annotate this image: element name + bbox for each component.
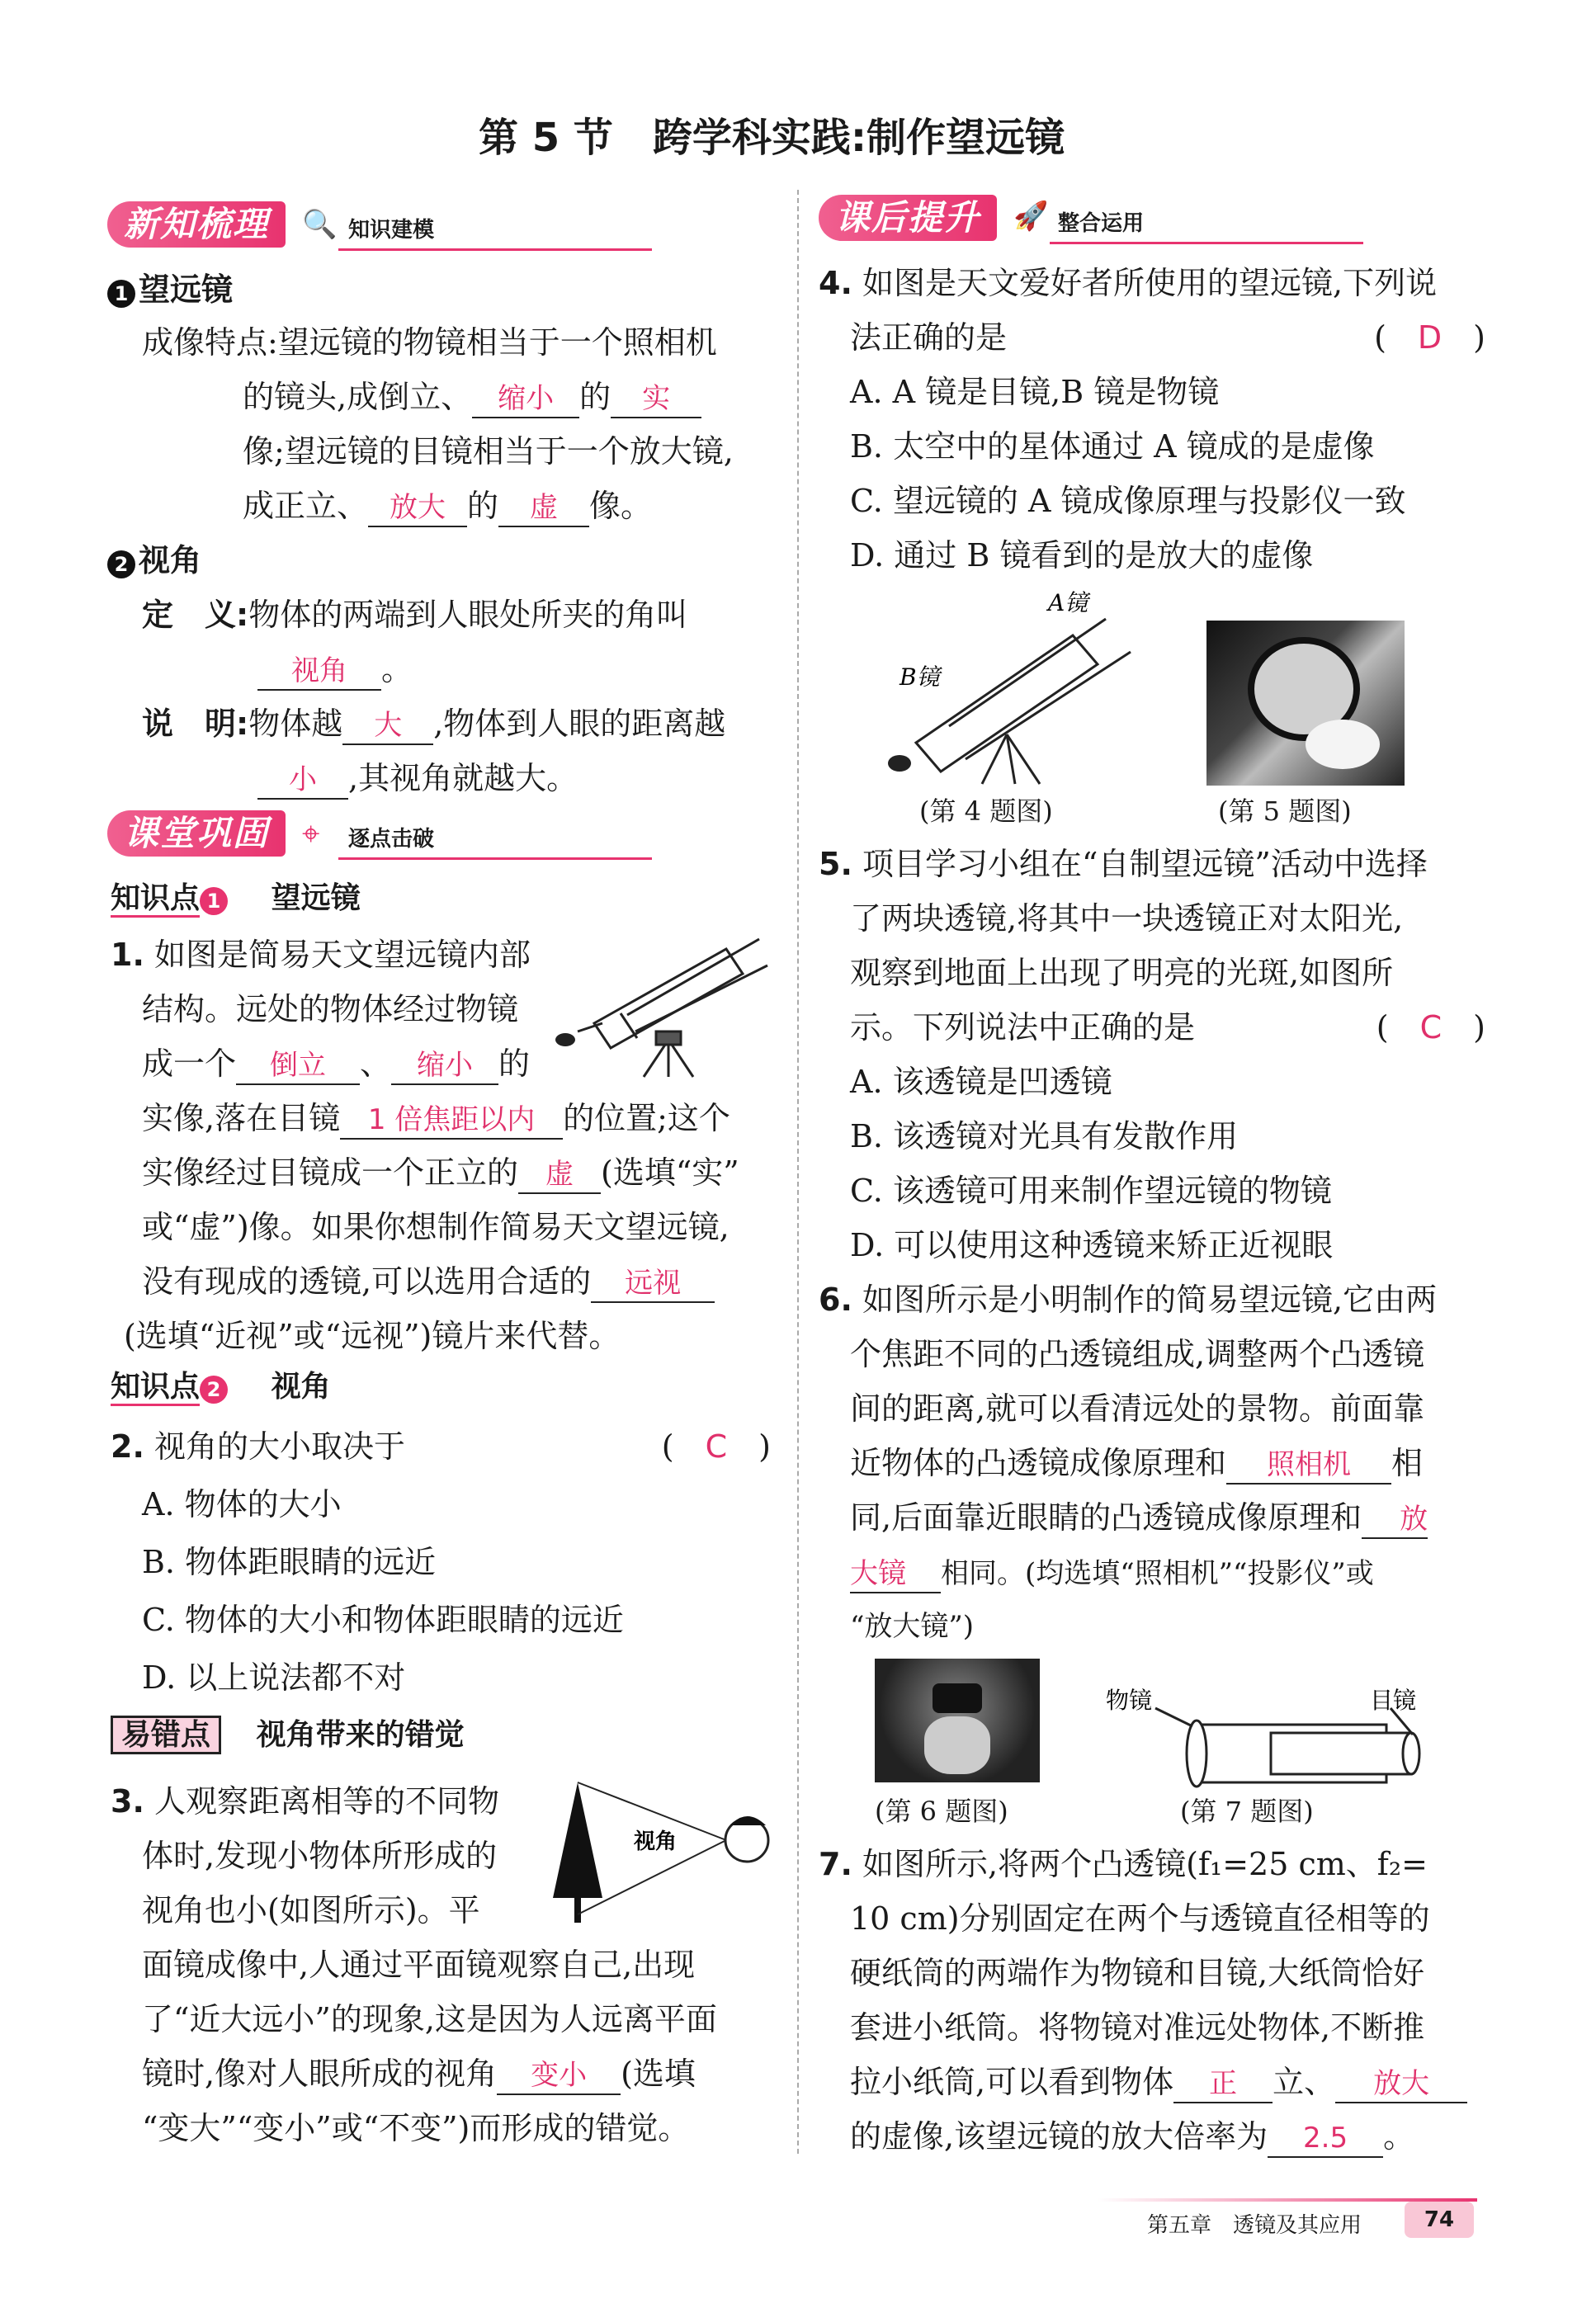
answer-blank: 实: [611, 380, 701, 418]
answer-blank: 缩小: [391, 1047, 498, 1085]
q1-line-6: 或“虚”)像。如果你想制作简易天文望远镜,: [142, 1209, 730, 1245]
rocket-icon: 🚀: [1013, 200, 1049, 233]
q6-line-6: 大镜 相同。(均选填“照相机”“投影仪”或: [850, 1545, 1374, 1601]
knowledge-point-2: 知识点 2 视角: [111, 1363, 331, 1405]
error-title: 视角带来的错觉: [256, 1718, 465, 1752]
page-title: 第 5 节 跨学科实践:制作望远镜: [479, 115, 1065, 161]
q3-line-1: 3. 人观察距离相等的不同物: [111, 1783, 499, 1820]
q6-line-3: 间的距离,就可以看清远处的景物。前面靠: [850, 1390, 1425, 1427]
magnifier-icon: 🔍: [302, 208, 338, 241]
s1-line-2: 的镜头,成倒立、 缩小 的 实: [243, 370, 701, 424]
banner-label: 新知梳理: [107, 201, 286, 248]
error-point: [111, 1711, 465, 1754]
q3-line-3: 视角也小(如图所示)。平: [142, 1892, 480, 1928]
q6-line-7: “放大镜”): [850, 1610, 975, 1643]
s2-note-cont: 小 ,其视角就越大。: [257, 751, 578, 805]
kp-number: 2: [200, 1376, 228, 1404]
s1-line-4: 成正立、 放大 的 虚 像。: [243, 479, 652, 533]
q3-line-2: 体时,发现小物体所形成的: [142, 1838, 498, 1874]
answer-blank: 大镜: [850, 1555, 941, 1593]
child-telescope-photo-q6: [875, 1659, 1040, 1782]
q3-line-4: 面镜成像中,人通过平面镜观察自己,出现: [142, 1947, 696, 1983]
error-tag: 易错点: [111, 1716, 221, 1754]
section-2-heading: [107, 533, 201, 588]
telescope-figure-q1: [545, 924, 776, 1081]
answer-blank: 放: [1362, 1501, 1428, 1539]
answer-blank: 正: [1173, 2065, 1273, 2103]
s1-line-1: 成像特点:望远镜的物镜相当于一个照相机: [142, 324, 717, 361]
answer-blank: 小: [257, 762, 348, 800]
q4-line-1: 4. 如图是天文爱好者所使用的望远镜,下列说: [819, 265, 1438, 301]
q5-option-d: D. 可以使用这种透镜来矫正近视眼: [850, 1227, 1334, 1263]
q6-line-2: 个焦距不同的凸透镜组成,调整两个凸透镜: [850, 1336, 1425, 1372]
q5-line-2: 了两块透镜,将其中一块透镜正对太阳光,: [850, 900, 1404, 937]
footer-chapter: 第五章 透镜及其应用: [1147, 2213, 1362, 2238]
q7-line-1: 7. 如图所示,将两个凸透镜(f₁=25 cm、f₂=: [819, 1846, 1428, 1882]
q1-line-2: 结构。远处的物体经过物镜: [142, 991, 519, 1027]
q4-answer: D: [1417, 319, 1443, 356]
s2-definition: 定 义:物体的两端到人眼处所夹的角叫: [142, 597, 688, 633]
q2-option-d: D. 以上说法都不对: [142, 1659, 406, 1696]
q5-option-a: A. 该透镜是凹透镜: [850, 1064, 1112, 1100]
banner-sub: 整合运用: [1058, 211, 1145, 236]
s2-definition-cont: 视角 。: [257, 642, 413, 696]
q5-answer: C: [1419, 1009, 1443, 1046]
label-a-lens: A镜: [1048, 589, 1088, 616]
q4-option-c: C. 望远镜的 A 镜成像原理与投影仪一致: [850, 483, 1406, 519]
banner-label: 课堂巩固: [107, 810, 286, 857]
answer-blank: 视角: [257, 653, 381, 691]
caption-fig5: (第 5 题图): [1218, 795, 1352, 827]
answer-blank: 缩小: [472, 380, 579, 418]
answer-blank: 2.5: [1268, 2120, 1383, 2158]
q7-line-6: 的虚像,该望远镜的放大倍率为 2.5 。: [850, 2109, 1414, 2164]
q2-option-b: B. 物体距眼睛的远近: [142, 1544, 437, 1580]
answer-blank: 1 倍焦距以内: [340, 1102, 563, 1140]
q5-option-c: C. 该透镜可用来制作望远镜的物镜: [850, 1173, 1332, 1209]
tube-telescope-figure-q7: [1106, 1675, 1452, 1799]
answer-blank: 放大: [368, 489, 467, 527]
answer-blank: 虚: [498, 489, 589, 527]
telescope-figure-q4: [883, 586, 1155, 792]
q7-line-2: 10 cm)分别固定在两个与透镜直径相等的: [850, 1900, 1430, 1937]
banner-after-class: [819, 195, 1363, 244]
q4-option-d: D. 通过 B 镜看到的是放大的虚像: [850, 537, 1314, 574]
q1-line-3: 成一个 倒立 、 缩小 的: [142, 1036, 530, 1091]
banner-underline: [338, 248, 652, 251]
answer-blank: 照相机: [1226, 1447, 1391, 1485]
column-divider: [797, 190, 799, 2154]
label-b-lens: B镜: [900, 663, 940, 691]
banner-new-knowledge: [107, 201, 652, 251]
q5-line-1: 5. 项目学习小组在“自制望远镜”活动中选择: [819, 846, 1428, 882]
section-2-title: 视角: [139, 542, 202, 578]
caption-fig7: (第 7 题图): [1180, 1796, 1314, 1827]
answer-blank: 变小: [497, 2057, 621, 2095]
answer-blank: 虚: [518, 1156, 601, 1194]
q3-line-6: 镜时,像对人眼所成的视角 变小 (选填: [142, 2046, 696, 2101]
q5-option-b: B. 该透镜对光具有发散作用: [850, 1118, 1239, 1154]
s2-note: 说 明:物体越 大 ,物体到人眼的距离越: [142, 696, 725, 751]
q2-answer: C: [705, 1428, 728, 1465]
q1-line-4: 实像,落在目镜 1 倍焦距以内 的位置;这个: [142, 1091, 730, 1145]
s1-line-3: 像;望远镜的目镜相当于一个放大镜,: [243, 433, 734, 470]
q2-option-a: A. 物体的大小: [142, 1486, 342, 1522]
q7-line-3: 硬纸筒的两端作为物镜和目镜,大纸筒恰好: [850, 1955, 1425, 1991]
banner-sub: 知识建模: [348, 218, 435, 243]
answer-blank: 远视: [591, 1265, 715, 1303]
target-icon: ⌖: [302, 815, 320, 852]
banner-underline: [338, 857, 652, 860]
answer-blank: 倒立: [236, 1047, 360, 1085]
banner-underline: [1050, 242, 1363, 244]
page-number: 74: [1405, 2202, 1474, 2238]
section-1-number: 1: [107, 280, 135, 308]
q4-option-b: B. 太空中的星体通过 A 镜成的是虚像: [850, 428, 1375, 465]
q6-line-5: 同,后面靠近眼睛的凸透镜成像原理和 放: [850, 1490, 1428, 1545]
section-1-title: 望远镜: [139, 271, 234, 308]
q2-stem: 2. 视角的大小取决于 ( C ): [111, 1428, 771, 1465]
banner-sub: 逐点击破: [348, 827, 435, 852]
banner-class-consolidation: [107, 810, 652, 860]
section-2-number: 2: [107, 550, 135, 578]
visual-angle-figure: [545, 1774, 776, 1931]
q1-line-7: 没有现成的透镜,可以选用合适的 远视: [142, 1254, 715, 1309]
q7-line-4: 套进小纸筒。将物镜对准远处物体,不断推: [850, 2009, 1425, 2046]
q3-line-7: “变大”“变小”或“不变”)而形成的错觉。: [142, 2110, 690, 2146]
knowledge-point-1: 知识点 1 望远镜: [111, 875, 361, 917]
banner-label: 课后提升: [819, 195, 997, 241]
q1-line-5: 实像经过目镜成一个正立的 虚 (选填“实”: [142, 1145, 739, 1200]
label-eyepiece: 目镜: [1370, 1687, 1417, 1714]
answer-blank: 放大: [1335, 2065, 1467, 2103]
q1-line-8: (选填“近视”或“远视”)镜片来代替。: [124, 1318, 621, 1354]
q5-line-4: 示。下列说法中正确的是 ( C ): [850, 1009, 1485, 1046]
q5-line-3: 观察到地面上出现了明亮的光斑,如图所: [850, 955, 1394, 991]
q4-option-a: A. A 镜是目镜,B 镜是物镜: [850, 374, 1220, 410]
q6-line-4: 近物体的凸透镜成像原理和 照相机 相: [850, 1436, 1423, 1490]
q3-line-5: 了“近大远小”的现象,这是因为人远离平面: [142, 2001, 717, 2037]
section-1-heading: [107, 262, 233, 317]
kp-title: 视角: [271, 1370, 331, 1404]
caption-fig6: (第 6 题图): [875, 1796, 1008, 1827]
magnifier-photo-q5: [1206, 621, 1405, 786]
answer-blank: 大: [342, 707, 433, 745]
figure-label-visual-angle: 视角: [634, 1829, 678, 1854]
kp-number: 1: [200, 887, 228, 915]
q2-option-c: C. 物体的大小和物体距眼睛的远近: [142, 1602, 624, 1638]
q4-line-2: 法正确的是 ( D ): [850, 319, 1485, 356]
caption-fig4: (第 4 题图): [919, 795, 1053, 827]
label-objective: 物镜: [1106, 1687, 1153, 1714]
q6-line-1: 6. 如图所示是小明制作的简易望远镜,它由两: [819, 1282, 1438, 1318]
q1-line-1: 1. 如图是简易天文望远镜内部: [111, 937, 531, 973]
kp-title: 望远镜: [271, 881, 361, 915]
q7-line-5: 拉小纸筒,可以看到物体 正 立、 放大: [850, 2055, 1467, 2109]
